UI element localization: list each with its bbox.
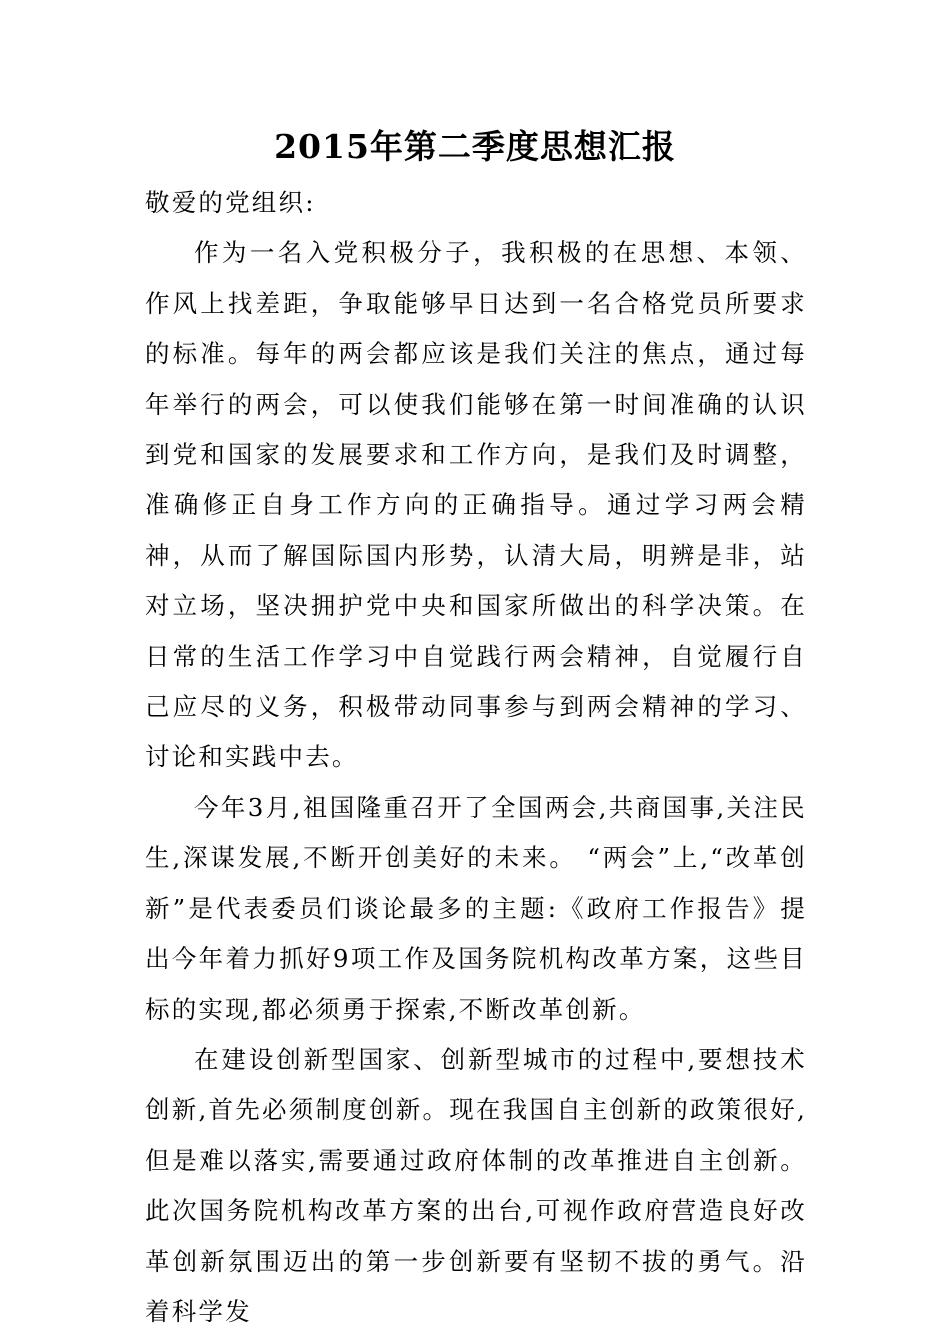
paragraph-2: 今年3月,祖国隆重召开了全国两会,共商国事,关注民生,深谋发展,不断开创美好的未来。 “两会”上,“改革创新”是代表委员们谈论最多的主题:《政府工作报告》提出今年着力抓好9项工作及国务院机构改革方案，这些目标的实现,都必须勇于探索,不断改革创新。: [145, 792, 807, 1024]
paragraph-1: 作为一名入党积极分子，我积极的在思想、本领、作风上找差距，争取能够早日达到一名合格党员所要求的标准。每年的两会都应该是我们关注的焦点，通过每年举行的两会，可以使我们能够在第一时间准确的认识到党和国家的发展要求和工作方向，是我们及时调整，准确修正自身工作方向的正确指导。通过学习两会精神，从而了解国际国内形势，认清大局，明辨是非，站对立场，坚决拥护党中央和国家所做出的科学决策。在日常的生活工作学习中自觉践行两会精神，自觉履行自己应尽的义务，积极带动同事参与到两会精神的学习、讨论和实践中去。: [145, 238, 807, 772]
paragraph-3: 在建设创新型国家、创新型城市的过程中,要想技术创新,首先必须制度创新。现在我国自主创新的政策很好,但是难以落实,需要通过政府体制的改革推进自主创新。此次国务院机构改革方案的出台,可视作政府营造良好改革创新氛围迈出的第一步创新要有坚韧不拔的勇气。沿着科学发: [145, 1044, 807, 1326]
salutation: 敬爱的党组织:: [145, 188, 316, 217]
document-title: 2015年第二季度思想汇报: [274, 127, 676, 166]
document-body: [145, 178, 807, 1337]
